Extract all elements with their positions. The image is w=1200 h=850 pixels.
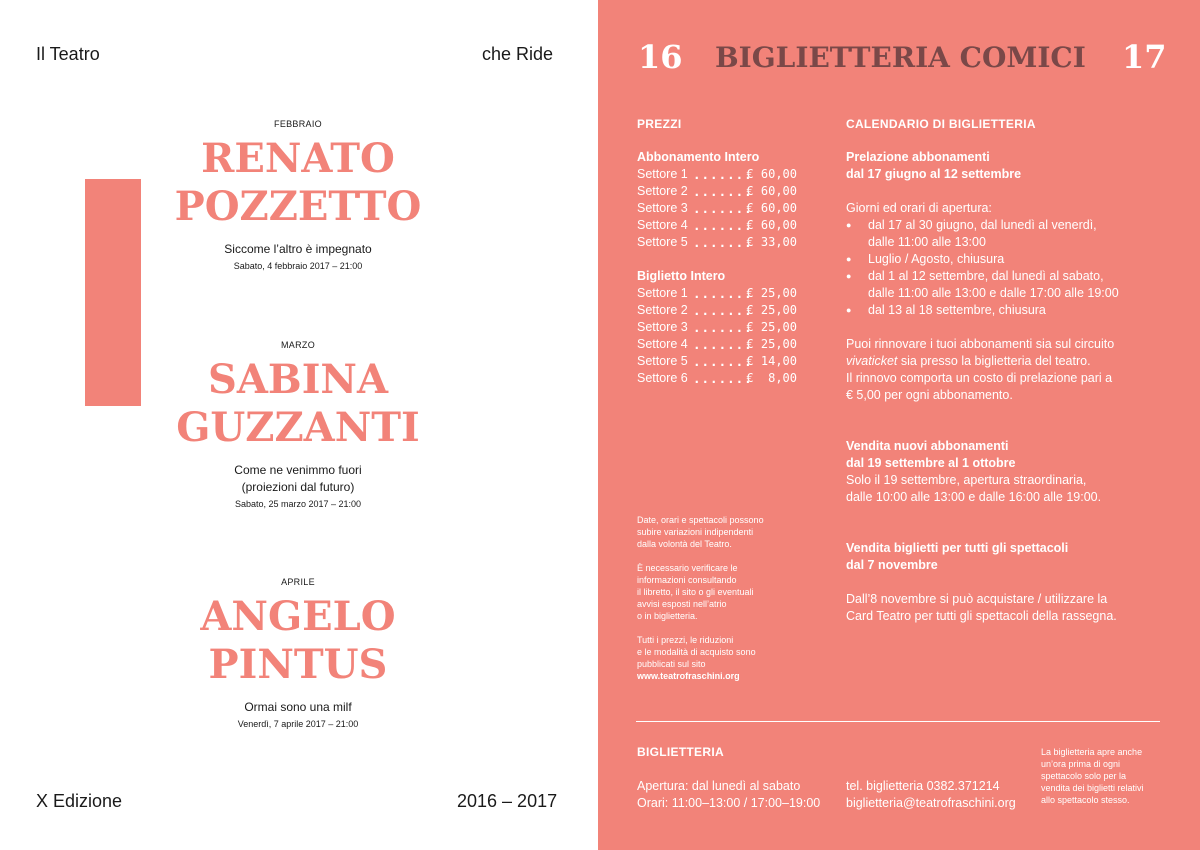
note-line: un’ora prima di ogni [1041,759,1121,769]
show-title: Ormai sono una milf [244,700,352,714]
opening-days: Apertura: dal lunedì al sabato [637,779,801,793]
email-address[interactable]: biglietteria@teatrofraschini.org [846,796,1016,810]
decorative-red-bar [85,179,141,406]
sector-label: Settore 1 [637,167,688,181]
calendar-block [846,149,1186,625]
note-line: e le modalità di acquisto sono [637,647,756,657]
sector-label: Settore 5 [637,354,688,368]
price-row [637,302,797,319]
opening-hours: Orari: 11:00–13:00 / 17:00–19:00 [637,796,821,810]
price-row [637,353,797,370]
show-date: Sabato, 25 marzo 2017 – 21:00 [234,499,362,509]
artist-name-line1: ANGELO [200,593,396,640]
sector-label: Settore 1 [637,286,688,300]
leader-dots: ....... [693,337,753,352]
note-line: pubblicati sul sito [637,659,706,669]
list-item [846,251,1186,268]
left-page [0,0,598,850]
event-april [168,577,428,729]
subscription-title: Abbonamento Intero [637,150,760,164]
box-office-heading: BIGLIETTERIA [637,745,724,759]
leader-dots: ....... [693,286,753,301]
price-value: € 25,00 [746,337,797,351]
new-subscriptions-line: Solo il 19 settembre, apertura straordinaria, [846,473,1087,487]
price-row [637,217,797,234]
tickets-sale-title: Vendita biglietti per tutti gli spettacoli [846,541,1069,555]
price-row [637,234,797,251]
note-line: Date, orari e spettacoli possono [637,515,764,525]
artist-name-line2: PINTUS [208,641,388,688]
price-value: € 14,00 [746,354,797,368]
phone-number[interactable]: tel. biglietteria 0382.371214 [846,779,1000,793]
note-line: o in biglietteria. [637,611,698,621]
box-office-side-note [1041,746,1191,806]
price-value: € 25,00 [746,320,797,334]
price-row [637,166,797,183]
new-subscriptions-dates: dal 19 settembre al 1 ottobre [846,456,1016,470]
price-value: € 60,00 [746,201,797,215]
right-page [598,0,1200,850]
page-title: BIGLIETTERIA COMICI [715,41,1086,74]
show-date: Venerdì, 7 aprile 2017 – 21:00 [237,719,359,729]
price-row [637,285,797,302]
prices-heading: PREZZI [637,117,682,131]
note-line: il libretto, il sito o gli eventuali [637,587,754,597]
page-number-right: 17 [1122,38,1167,76]
price-row [637,183,797,200]
note-line: vendita dei biglietti relativi [1041,783,1144,793]
opening-hours-list [846,217,1186,319]
event-march [168,340,428,509]
presale-dates: dal 17 giugno al 12 settembre [846,167,1022,181]
card-line: Dall’8 novembre si può acquistare / utilizzare la [846,592,1108,606]
renewal-text: sia presso la biglietteria del teatro. [897,354,1091,368]
event-month: FEBBRAIO [274,119,322,129]
sector-label: Settore 4 [637,337,688,351]
note-line: informazioni consultando [637,575,737,585]
sector-label: Settore 2 [637,303,688,317]
sector-label: Settore 3 [637,201,688,215]
renewal-line: Il rinnovo comporta un costo di prelazione pari a [846,371,1113,385]
price-value: € 60,00 [746,218,797,232]
renewal-line: € 5,00 per ogni abbonamento. [846,388,1013,402]
renewal-line: Puoi rinnovare i tuoi abbonamenti sia sul circuito [846,337,1115,351]
leader-dots: ....... [693,218,753,233]
new-subscriptions-line: dalle 10:00 alle 13:00 e dalle 16:00 alle 19:00. [846,490,1102,504]
box-office-contacts [846,778,1016,812]
sector-label: Settore 3 [637,320,688,334]
leader-dots: ....... [693,201,753,216]
price-value: € 60,00 [746,167,797,181]
ticket-title: Biglietto Intero [637,269,726,283]
renewal-line [846,353,1186,370]
note-line: spettacolo solo per la [1041,771,1127,781]
note-line: avvisi esposti nell’atrio [637,599,727,609]
price-value: € 25,00 [746,303,797,317]
price-row [637,370,797,387]
header-right-text: che Ride [482,44,554,64]
opening-intro: Giorni ed orari di apertura: [846,201,992,215]
note-line: Tutti i prezzi, le riduzioni [637,635,734,645]
artist-name-line2: POZZETTO [174,183,422,230]
price-value: € 60,00 [746,184,797,198]
note-line: È necessario verificare le [637,563,738,573]
list-item-line: ● dal 17 al 30 giugno, dal lunedì al venerdì, [868,218,1097,232]
list-item-line: dalle 11:00 alle 13:00 [868,235,986,249]
box-office-hours [637,778,820,812]
price-value: € 25,00 [746,286,797,300]
list-item [846,217,1186,251]
note-line: dalla volontà del Teatro. [637,539,732,549]
artist-name-line1: SABINA [207,356,389,403]
show-date: Sabato, 4 febbraio 2017 – 21:00 [233,261,363,271]
footer-left-text: X Edizione [36,791,123,811]
new-subscriptions-title: Vendita nuovi abbonamenti [846,439,1009,453]
price-value: € 33,00 [746,235,797,249]
show-title: Come ne venimmo fuori [234,463,362,477]
sector-label: Settore 2 [637,184,688,198]
leader-dots: ....... [693,235,753,250]
leader-dots: ....... [693,354,753,369]
note-line: allo spettacolo stesso. [1041,795,1130,805]
sector-label: Settore 5 [637,235,688,249]
list-item-line: ● dal 1 al 12 settembre, dal lunedì al sabato, [868,269,1104,283]
leader-dots: ....... [693,320,753,335]
event-month: APRILE [281,577,315,587]
presale-title: Prelazione abbonamenti [846,150,990,164]
sector-label: Settore 4 [637,218,688,232]
event-february [168,119,428,271]
price-row [637,319,797,336]
list-item-line: ● Luglio / Agosto, chiusura [868,252,1005,266]
website-link[interactable]: www.teatrofraschini.org [637,671,740,681]
sector-label: Settore 6 [637,371,688,385]
show-subtitle: (proiezioni dal futuro) [241,480,355,494]
list-item-line: ● dal 13 al 18 settembre, chiusura [868,303,1046,317]
list-item [846,302,1186,319]
page-number-left: 16 [638,38,683,76]
leader-dots: ....... [693,303,753,318]
prices-block [637,149,797,387]
note-line: La biglietteria apre anche [1041,747,1143,757]
leader-dots: ....... [693,184,753,199]
header-left-text: Il Teatro [36,44,100,64]
list-item-line: dalle 11:00 alle 13:00 e dalle 17:00 alle 19:00 [868,286,1119,300]
tickets-sale-dates: dal 7 novembre [846,558,938,572]
artist-name-line2: GUZZANTI [176,404,420,451]
price-row [637,336,797,353]
leader-dots: ....... [693,167,753,182]
card-line: Card Teatro per tutti gli spettacoli della rassegna. [846,609,1117,623]
list-item [846,268,1186,302]
section-divider [636,721,1160,722]
calendar-heading: CALENDARIO DI BIGLIETTERIA [846,117,1036,131]
footer-right-text: 2016 – 2017 [457,791,558,811]
price-value: € 8,00 [746,371,797,385]
note-line: subire variazioni indipendenti [637,527,754,537]
artist-name-line1: RENATO [201,135,395,182]
vivaticket-text: vivaticket [846,354,898,368]
disclaimer-note [637,514,807,682]
show-title: Siccome l’altro è impegnato [224,242,372,256]
leader-dots: ....... [693,371,753,386]
price-row [637,200,797,217]
event-month: MARZO [281,340,315,350]
